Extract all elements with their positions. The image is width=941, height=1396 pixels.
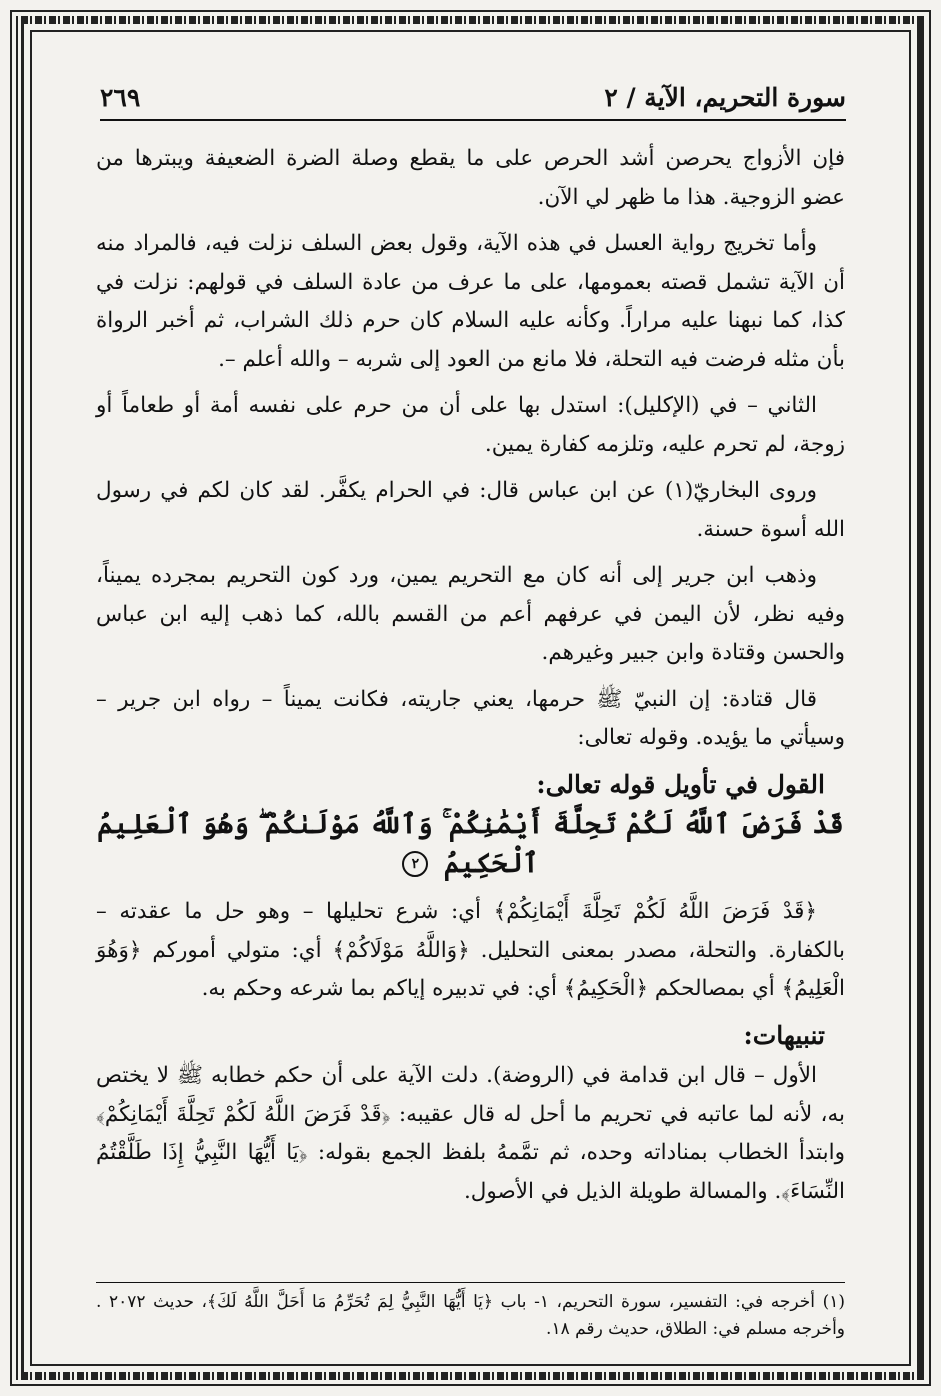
paragraph-3: الثاني – في (الإكليل): استدل بها على أن من حرم على نفسه أمة أو طعاماً أو زوجة، لم تحرم عليه، وتلزمه كفارة يمين. <box>96 393 845 457</box>
verse-text: قَدْ فَرَضَ ٱللَّهُ لَكُمْ تَحِلَّةَ أَيْمَٰنِكُمْ ۚ وَٱللَّهُ مَوْلَىٰكُمْ ۖ وَهُوَ ٱلْعَلِيمُ ٱلْحَكِيمُ <box>97 809 844 879</box>
paragraph-5: وذهب ابن جرير إلى أنه كان مع التحريم يمين، ورد كون التحريم بمجرده يميناً، وفيه نظر، لأن اليمن في عرفهم أعم من القسم بالله، كما ذهب إليه ابن عباس والحسن وقتادة وابن جبير وغيرهم. <box>96 563 845 665</box>
section-heading-notes: تنبيهات: <box>743 1020 825 1050</box>
verse-number-badge: ٢ <box>402 851 428 877</box>
paragraph-2: وأما تخريج رواية العسل في هذه الآية، وقول بعض السلف نزلت فيه، فالمراد منه أن الآية تشمل قصته بعمومها، على ما عرف من عادة السلف في قولهم: نزلت في كذا، كما نبهنا عليه مراراً. وكأنه عليه السلام كان حرم ذلك الشراب، ثم أخبر الرواة بأن مثله فرضت فيه التحلة، فلا مانع من العود إلى شربه – والله أعلم –. <box>96 231 845 372</box>
page-number: ٢٦٩ <box>100 82 141 112</box>
paragraph-8: الأول – قال ابن قدامة في (الروضة). دلت الآية على أن حكم خطابه ﷺ لا يختص به، لأنه لما عاتبه في تحريم ما أحل له قال عقيبه: ﴿قَدْ فَرَضَ اللَّهُ لَكُمْ تَحِلَّةَ أَيْمَانِكُمْ﴾ وابتدأ الخطاب بمناداته وحده، ثم تمَّمهُ بلفظ الجمع بقوله: ﴿يَا أَيُّهَا النَّبِيُّ إِذَا طَلَّقْتُمُ النِّسَاءَ﴾. والمسالة طويلة الذيل في الأصول. <box>96 1063 845 1204</box>
section-heading-tafsir: القول في تأويل قوله تعالى: <box>536 769 825 799</box>
paragraph-1: فإن الأزواج يحرصن أشد الحرص على ما يقطع وصلة الضرة الضعيفة ويبترها من عضو الزوجية. هذا ما ظهر لي الآن. <box>96 146 845 210</box>
header-title: سورة التحريم، الآية / ٢ <box>604 82 846 112</box>
quran-verse <box>96 806 845 883</box>
paragraph-6: قال قتادة: إن النبيّ ﷺ حرمها، يعني جاريته، فكانت يميناً – رواه ابن جرير – وسيأتي ما يؤيده. وقوله تعالى: <box>96 686 845 750</box>
paragraph-4: وروى البخاريّ(١) عن ابن عباس قال: في الحرام يكفَّر. لقد كان لكم في رسول الله أسوة حسنة. <box>96 478 845 542</box>
footnote-1: (١) أخرجه في: التفسير، سورة التحريم، ١- باب ﴿يَا أَيُّهَا النَّبِيُّ لِمَ تُحَرِّمُ مَا أَحَلَّ اللَّهُ لَكَ﴾، حديث ٢٠٧٢ . وأخرجه مسلم في: الطلاق، حديث رقم ١٨. <box>96 1292 845 1339</box>
paragraph-7: ﴿قَدْ فَرَضَ اللَّهُ لَكُمْ تَحِلَّةَ أَيْمَانِكُمْ﴾ أي: شرع تحليلها – وهو حل ما عقدته – بالكفارة. والتحلة، مصدر بمعنى التحليل. ﴿وَاللَّهُ مَوْلَاكُمْ﴾ أي: متولي أموركم ﴿وَهُوَ الْعَلِيمُ﴾ أي بمصالحكم ﴿الْحَكِيمُ﴾ أي: في تدبيره إياكم بما شرعه وحكم به. <box>96 899 845 1001</box>
footnotes <box>96 1282 845 1343</box>
main-text <box>96 140 845 1219</box>
running-header <box>100 75 846 121</box>
